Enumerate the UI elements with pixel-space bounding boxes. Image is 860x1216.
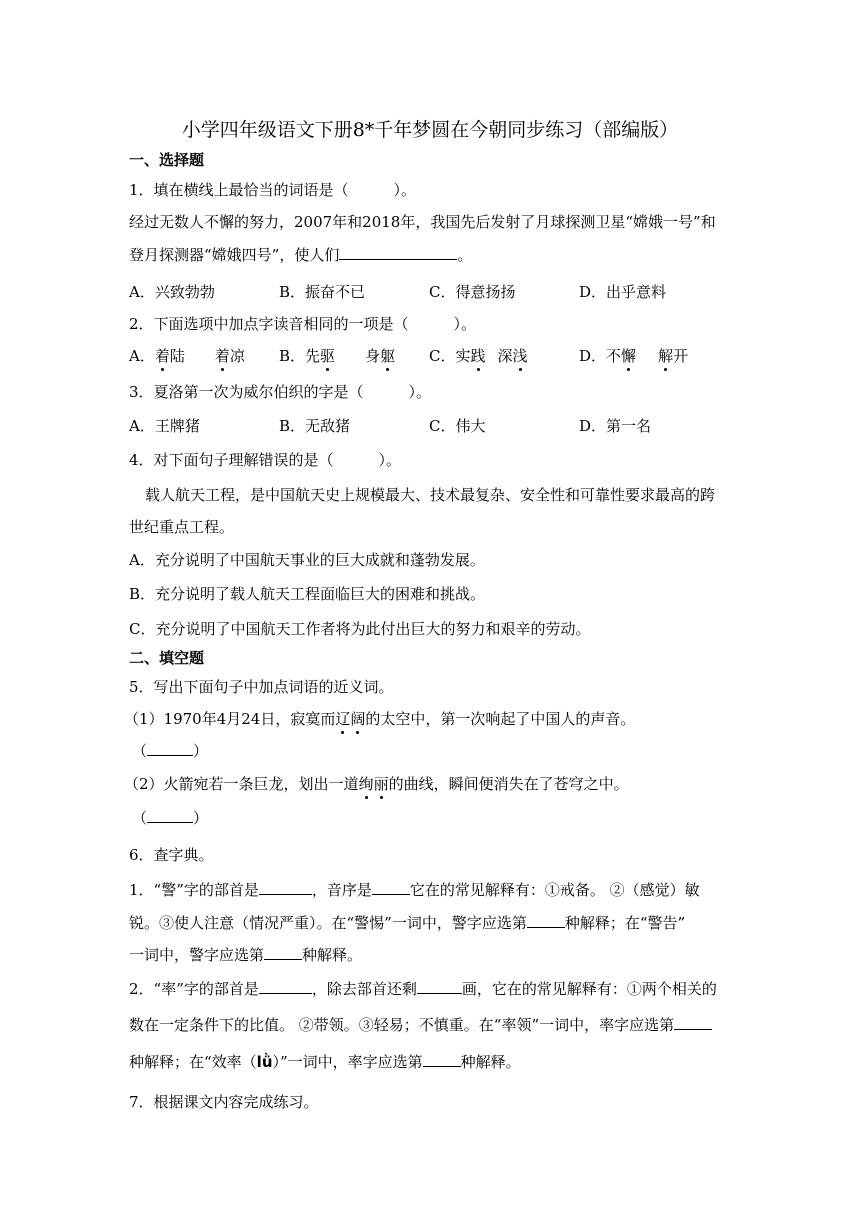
q2-a-w2-dotted: 着 — [214, 347, 230, 365]
q5-s2-text-pre: （2）火箭宛若一条巨龙，划出一道 — [124, 775, 359, 793]
q3-option-d[interactable]: D．第一名 — [579, 417, 652, 435]
q2-option-a-letter: A． — [129, 347, 155, 365]
q1-stem: 1．填在横线上最恰当的词语是（ ）。 — [129, 181, 417, 199]
q5-stem: 5．写出下面句子中加点词语的近义词。 — [129, 678, 394, 696]
q6-p2-meaning-blank-1[interactable] — [674, 1015, 712, 1030]
q5-sentence-1 — [124, 709, 635, 729]
q1-option-b[interactable]: B．振奋不已 — [279, 283, 366, 301]
q6-p2-text-a: 2．“率”字的部首是 — [129, 980, 259, 998]
q5-s2-dotted-1: 绚 — [358, 775, 374, 793]
q2-option-a[interactable] — [129, 346, 245, 366]
q2-d-w1-dotted: 懈 — [621, 347, 637, 365]
q2-c-w1-dotted: 践 — [470, 347, 486, 365]
q6-p1-meaning-blank-2[interactable] — [264, 945, 302, 960]
q2-a-w1-post: 陆 — [169, 347, 185, 365]
q4-option-a[interactable]: A．充分说明了中国航天事业的巨大成就和蓬勃发展。 — [129, 551, 485, 569]
q6-p2-text-f: ）”一词中，率字应选第 — [272, 1053, 423, 1071]
q2-d-w1-pre: 不 — [606, 347, 622, 365]
q5-a1-paren-right: ） — [193, 742, 209, 760]
q2-d-w2-post: 开 — [673, 347, 689, 365]
q3-option-c[interactable]: C．伟大 — [429, 417, 486, 435]
q6-p2-line3 — [129, 1052, 521, 1072]
q6-p2-text-b: ，除去部首还剩 — [311, 980, 417, 998]
q6-p1-text-f: 一词中，警字应选第 — [129, 946, 265, 964]
q2-c-w2-pre: 深 — [497, 347, 513, 365]
q4-passage-line1: 载人航天工程，是中国航天史上规模最大、技术最复杂、安全性和可靠性要求最高的跨 — [145, 486, 716, 504]
q5-s1-dotted-2: 阔 — [350, 710, 366, 728]
page-title: 小学四年级语文下册8*千年梦圆在今朝同步练习（部编版） — [181, 119, 679, 141]
q2-option-b-letter: B． — [279, 347, 306, 365]
q5-a2-paren-right: ） — [193, 809, 209, 827]
q5-sentence-2 — [124, 774, 629, 794]
q2-option-b[interactable] — [279, 346, 395, 366]
q1-option-a[interactable]: A．兴致勃勃 — [129, 283, 215, 301]
q2-a-w2-post: 凉 — [229, 347, 245, 365]
q6-p1-text-d: 锐。③使人注意（情况严重）。在“警惕”一词中，警字应选第 — [129, 914, 527, 932]
q2-b-w1-dotted: 驱 — [320, 347, 336, 365]
q1-passage-line2 — [129, 245, 472, 265]
q6-p1-line3 — [129, 945, 362, 965]
q5-a2-paren-left: （ — [132, 809, 148, 827]
q6-p2-line1 — [129, 979, 717, 999]
q5-a2-blank[interactable] — [147, 808, 193, 823]
q1-option-c[interactable]: C．得意扬扬 — [429, 283, 516, 301]
q5-s1-dotted-1: 辽 — [335, 710, 351, 728]
q6-p2-text-c: 画，它在的常见解释有：①两个相关的 — [461, 980, 717, 998]
q6-p1-text-g: 种解释。 — [302, 946, 363, 964]
q2-d-w2-dotted: 解 — [658, 347, 674, 365]
q2-a-w1-dotted: 着 — [154, 347, 170, 365]
q2-option-d-letter: D． — [579, 347, 607, 365]
q2-c-w2-dotted: 浅 — [512, 347, 528, 365]
q5-answer-2[interactable] — [132, 808, 208, 828]
q1-passage-end: 。 — [457, 246, 473, 264]
q6-p1-text-b: ，音序是 — [311, 881, 372, 899]
q3-stem: 3．夏洛第一次为威尔伯织的字是（ ）。 — [129, 383, 432, 401]
q6-p1-radical-blank[interactable] — [259, 880, 312, 895]
q1-passage-text: 登月探测器“嫦娥四号”，使人们 — [129, 246, 340, 264]
q1-passage-line1: 经过无数人不懈的努力，2007年和2018年，我国先后发射了月球探测卫星“嫦娥一号”和 — [129, 213, 716, 231]
q2-option-d[interactable] — [579, 346, 688, 366]
q2-b-w1-pre: 先 — [305, 347, 321, 365]
q2-b-w2-pre: 身 — [365, 347, 381, 365]
q6-p2-pinyin: lǜ — [256, 1053, 273, 1071]
q2-option-c-letter: C． — [429, 347, 456, 365]
q6-p1-line1 — [129, 880, 700, 900]
q4-option-b[interactable]: B．充分说明了载人航天工程面临巨大的困难和挑战。 — [129, 585, 486, 603]
q6-p1-text-e: 种解释；在“警告” — [564, 914, 686, 932]
q2-option-c[interactable] — [429, 346, 528, 366]
q1-option-d[interactable]: D．出乎意料 — [579, 283, 667, 301]
q6-p1-line2 — [129, 913, 685, 933]
q5-s2-dotted-2: 丽 — [373, 775, 389, 793]
q6-p2-meaning-blank-2[interactable] — [423, 1052, 461, 1067]
q2-b-w2-dotted: 躯 — [380, 347, 396, 365]
q6-p2-radical-blank[interactable] — [259, 979, 312, 994]
q5-s1-text-post: 的太空中，第一次响起了中国人的声音。 — [365, 710, 636, 728]
q6-p1-meaning-blank-1[interactable] — [527, 913, 565, 928]
section-heading-choice: 一、选择题 — [129, 151, 205, 169]
q7-stem: 7．根据课文内容完成练习。 — [129, 1093, 319, 1111]
q5-a1-paren-left: （ — [132, 742, 148, 760]
q3-option-b[interactable]: B．无敌猪 — [279, 417, 351, 435]
q6-p1-text-a: 1．“警”字的部首是 — [129, 881, 259, 899]
q6-p2-text-e: 种解释；在“效率（ — [129, 1053, 257, 1071]
section-heading-fill: 二、填空题 — [129, 649, 205, 667]
q6-p2-line2 — [129, 1015, 712, 1035]
q5-a1-blank[interactable] — [147, 741, 193, 756]
q6-p1-initial-blank[interactable] — [372, 880, 410, 895]
q2-c-w1-pre: 实 — [455, 347, 471, 365]
q6-p2-strokes-blank[interactable] — [417, 979, 462, 994]
q2-stem: 2．下面选项中加点字读音相同的一项是（ ）。 — [129, 315, 477, 333]
q4-option-c[interactable]: C．充分说明了中国航天工作者将为此付出巨大的努力和艰辛的劳动。 — [129, 620, 591, 638]
q5-s1-text-pre: （1）1970年4月24日，寂寞而 — [124, 710, 336, 728]
q6-p2-text-g: 种解释。 — [460, 1053, 521, 1071]
q6-stem: 6．查字典。 — [129, 846, 214, 864]
q4-passage-line2: 世纪重点工程。 — [129, 518, 235, 536]
q6-p2-text-d: 数在一定条件下的比值。 ②带领。③轻易；不慎重。在“率领”一词中，率字应选第 — [129, 1016, 675, 1034]
q3-option-a[interactable]: A．王牌猪 — [129, 417, 200, 435]
q4-stem: 4．对下面句子理解错误的是（ ）。 — [129, 451, 402, 469]
q5-s2-text-post: 的曲线，瞬间便消失在了苍穹之中。 — [388, 775, 629, 793]
q5-answer-1[interactable] — [132, 741, 208, 761]
q1-answer-blank[interactable] — [339, 245, 457, 260]
q6-p1-text-c: 它在的常见解释有：①戒备。 ②（感觉）敏 — [409, 881, 700, 899]
